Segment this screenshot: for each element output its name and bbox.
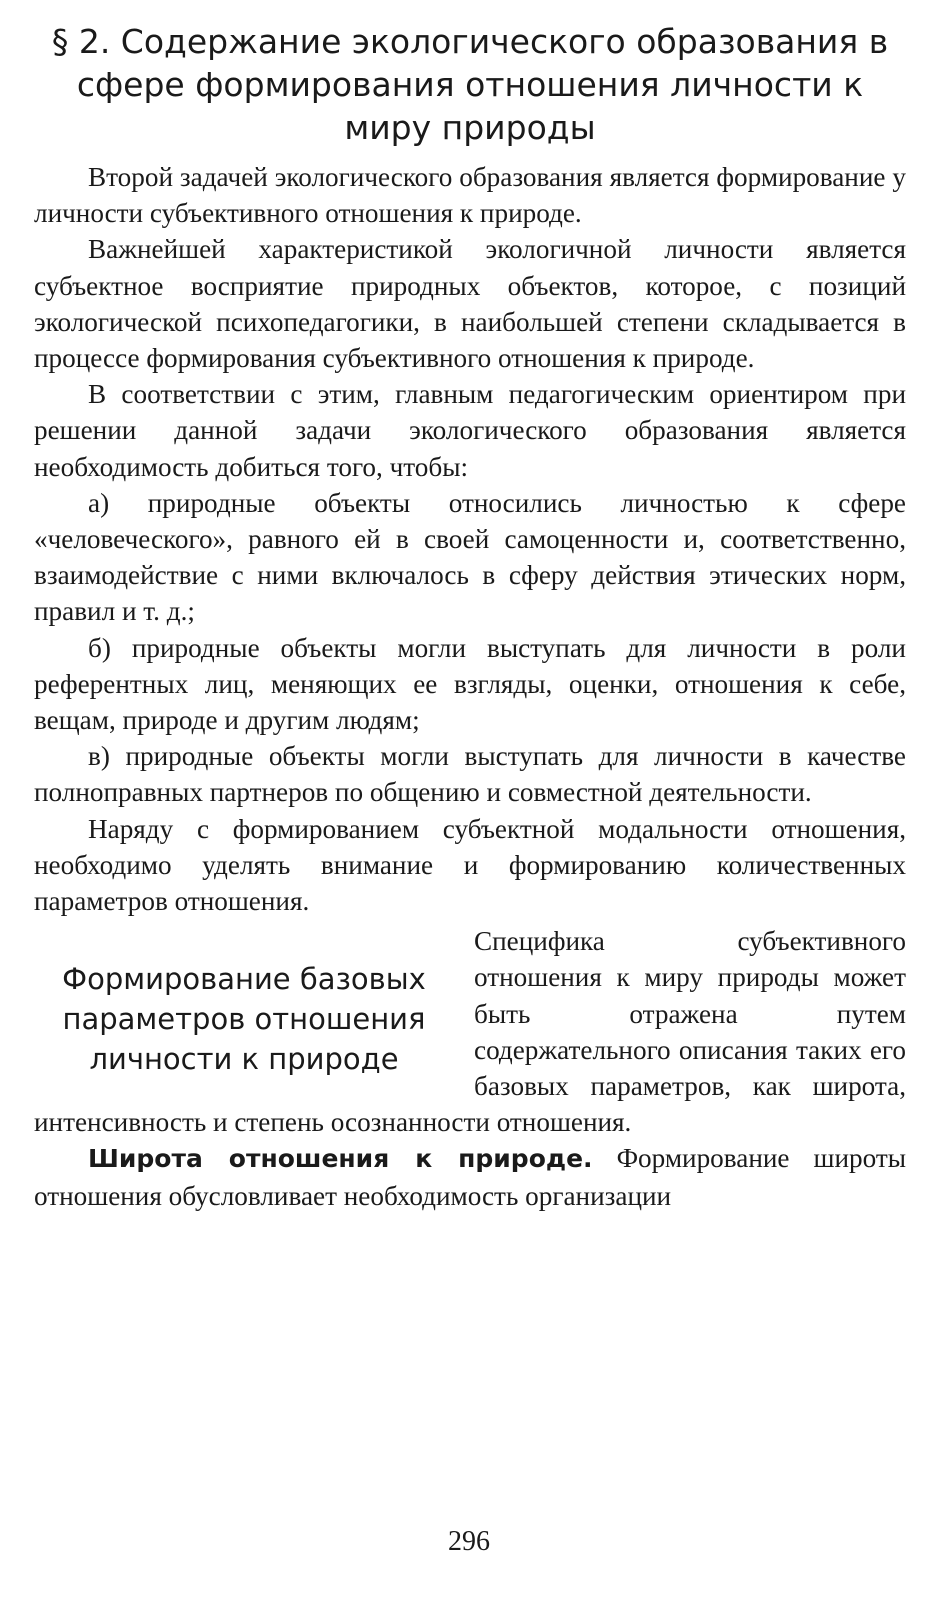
paragraph-modality: Наряду с формированием субъектной модальности отношения, необходимо уделять внимание и формированию количественных параметров отношения. xyxy=(34,813,906,917)
paragraph-breadth xyxy=(34,1140,906,1213)
list-item-a: а) природные объекты относились личностью к сфере «человеческого», равного ей в своей самоценности и, соответственно, взаимодействие с ними включалось в сферу действия этических норм, правил и т. д.; xyxy=(34,487,906,627)
paragraph-orientation: В соответствии с этим, главным педагогическим ориентиром при решении данной задачи экологического образования является необходимость добиться того, чтобы: xyxy=(34,379,906,482)
section-title: § 2. Содержание экологического образования в сфере формирования отношения личности к миру природы xyxy=(51,22,889,147)
subsection-heading: Формирование базовых параметров отношения личности к природе xyxy=(62,962,426,1077)
list-item-b: б) природные объекты могли выступать для личности в роли референтных лиц, меняющих ее взгляды, оценки, отношения к себе, вещам, природе и другим людям; xyxy=(34,632,906,736)
breadth-lead: Широта отношения к природе. xyxy=(88,1144,593,1174)
list-item-c: в) природные объекты могли выступать для личности в качестве полноправных партнеров по общению и совместной деятельности. xyxy=(34,741,906,808)
page-number: 296 xyxy=(448,1526,490,1557)
paragraph-characteristic: Важнейшей характеристикой экологичной личности является субъектное восприятие природных объектов, которое, с позиций экологической психопедагогики, в наибольшей степени складывается в процессе формирования субъективного отношения к природе. xyxy=(34,234,906,374)
paragraph-intro: Второй задачей экологического образования является формирование у личности субъективного отношения к природе. xyxy=(34,162,906,229)
breadth-text: Формирование широты отношения обусловливает необходимость организации xyxy=(34,1143,906,1211)
body-text xyxy=(34,159,906,1214)
paragraph-specifics: Специфика субъективного отношения к миру природы может быть отражена путем содержательного описания таких его базовых параметров, как широта, интенсивность и степень осознанности отношения. xyxy=(34,926,906,1138)
